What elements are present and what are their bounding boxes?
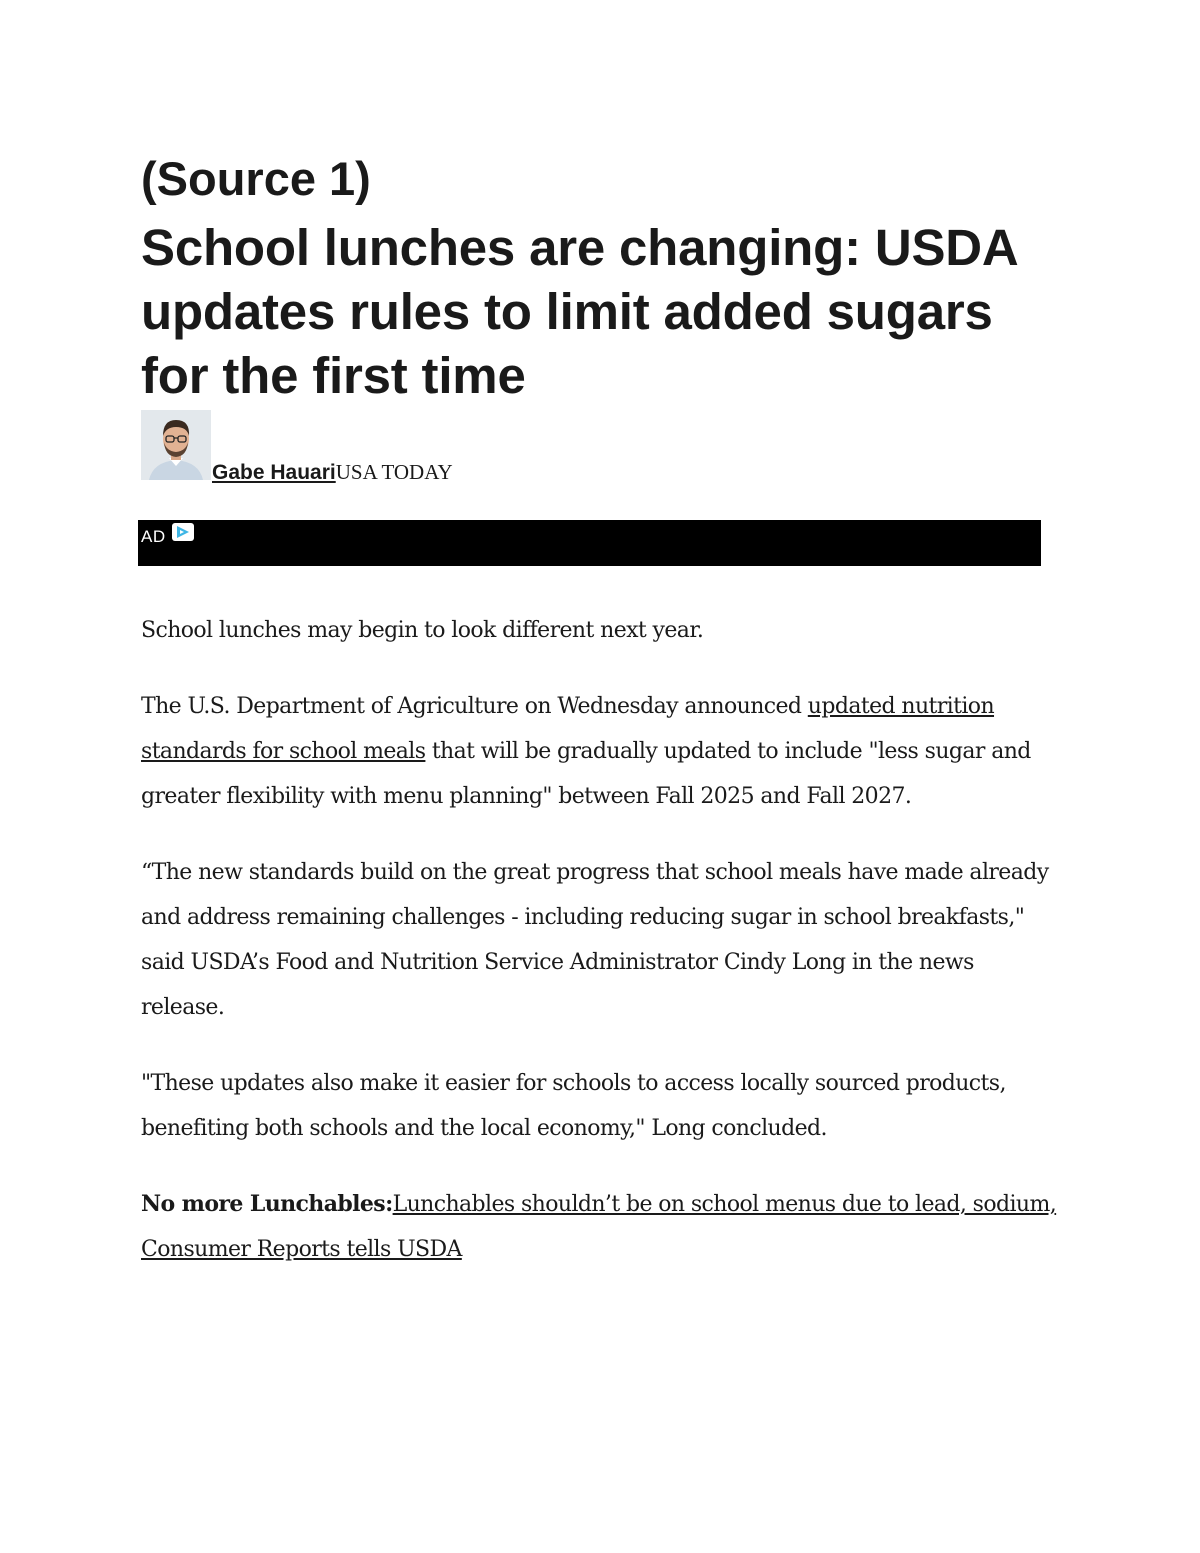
paragraph: [141, 684, 1061, 819]
byline-text: [212, 459, 453, 486]
author-avatar[interactable]: [141, 410, 211, 480]
outlet-name: USA TODAY: [335, 460, 453, 484]
related-article-link[interactable]: Lunchables shouldn’t be on school menus due to lead, sodium, Consumer Reports tells USDA: [141, 1192, 1057, 1262]
paragraph-text: The U.S. Department of Agriculture on Wednesday announced: [141, 694, 808, 719]
article-body: [141, 608, 1061, 1303]
article-headline: School lunches are changing: USDA updates rules to limit added sugars for the first time: [141, 219, 1017, 404]
nutrition-standards-link[interactable]: updated nutrition standards for school meals: [141, 694, 995, 764]
byline: [141, 410, 1061, 492]
paragraph-text: that will be gradually updated to include "less sugar and greater flexibility with menu planning" between Fall 2025 and Fall 2027.: [141, 739, 1031, 809]
paragraph: [141, 1182, 1061, 1272]
author-link[interactable]: Gabe Hauari: [212, 461, 336, 484]
related-lead: No more Lunchables:: [141, 1191, 393, 1217]
paragraph: School lunches may begin to look different next year.: [141, 618, 704, 643]
article: [141, 150, 1061, 1262]
adchoices-icon[interactable]: [171, 522, 195, 542]
paragraph: "These updates also make it easier for schools to access locally sourced products, benefiting both schools and the local economy," Long concluded.: [141, 1071, 1006, 1141]
paragraph: “The new standards build on the great progress that school meals have made already and address remaining challenges - including reducing sugar in school breakfasts," said USDA’s Food and Nutrition Service Administrator Cindy Long in the news release.: [141, 860, 1049, 1020]
ad-label: AD: [141, 527, 166, 546]
ad-banner[interactable]: [138, 520, 1041, 566]
author-photo-icon: [141, 410, 211, 480]
source-label: (Source 1): [141, 152, 371, 205]
